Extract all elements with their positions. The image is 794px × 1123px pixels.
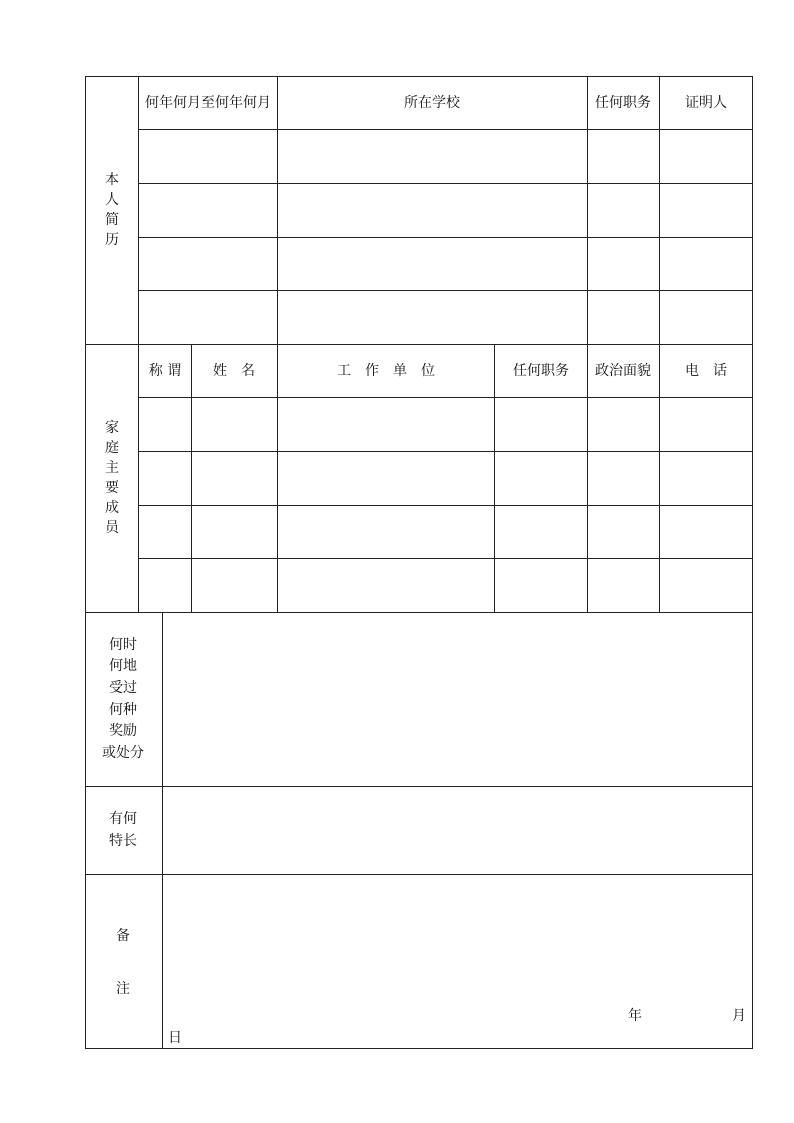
family-political-cell[interactable] <box>587 451 659 505</box>
header-school: 所在学校 <box>404 95 460 111</box>
resume-school-cell[interactable] <box>277 237 587 290</box>
family-name-cell[interactable] <box>191 558 277 612</box>
skills-label-line: 特长 <box>109 833 137 849</box>
awards-label-line: 何地 <box>109 658 137 674</box>
section-label-char: 庭 <box>105 440 119 456</box>
family-relation-cell[interactable] <box>138 558 191 612</box>
family-phone-cell[interactable] <box>659 451 752 505</box>
resume-school-cell[interactable] <box>277 183 587 237</box>
resume-period-cell[interactable] <box>138 129 277 183</box>
family-row <box>138 397 752 451</box>
header-political-status: 政治面貌 <box>595 363 651 379</box>
table-border-left <box>85 76 86 1049</box>
section-label-char: 主 <box>105 460 119 476</box>
date-day-label: 日 <box>168 1030 182 1046</box>
resume-witness-cell[interactable] <box>659 237 752 290</box>
family-row <box>138 451 752 505</box>
resume-witness-cell[interactable] <box>659 183 752 237</box>
section-label-char: 家 <box>105 420 119 436</box>
header-relation: 称 谓 <box>148 363 182 379</box>
remarks-label-char: 注 <box>116 981 130 997</box>
skills-field[interactable] <box>163 787 752 874</box>
section-label-char: 成 <box>105 500 119 516</box>
section-label-char: 简 <box>105 212 119 228</box>
skills-label-line: 有何 <box>109 811 137 827</box>
family-relation-cell[interactable] <box>138 505 191 558</box>
resume-position-cell[interactable] <box>587 290 659 344</box>
header-employer: 工 作 单 位 <box>337 363 435 379</box>
header-position: 任何职务 <box>595 95 651 111</box>
resume-row <box>138 237 752 290</box>
awards-label-line: 奖励 <box>109 723 137 739</box>
family-phone-cell[interactable] <box>659 397 752 451</box>
family-row <box>138 558 752 612</box>
header-phone: 电 话 <box>685 363 727 379</box>
remarks-label-char: 备 <box>116 928 130 944</box>
family-name-cell[interactable] <box>191 397 277 451</box>
family-name-cell[interactable] <box>191 451 277 505</box>
resume-row <box>138 290 752 344</box>
header-position: 任何职务 <box>513 363 569 379</box>
awards-label-line: 何种 <box>109 702 137 718</box>
family-political-cell[interactable] <box>587 397 659 451</box>
resume-row <box>138 129 752 183</box>
family-position-cell[interactable] <box>494 397 587 451</box>
family-position-cell[interactable] <box>494 451 587 505</box>
header-name: 姓 名 <box>213 363 255 379</box>
resume-period-cell[interactable] <box>138 237 277 290</box>
family-relation-cell[interactable] <box>138 451 191 505</box>
section-label-char: 历 <box>105 232 119 248</box>
family-name-cell[interactable] <box>191 505 277 558</box>
family-employer-cell[interactable] <box>277 397 494 451</box>
family-employer-cell[interactable] <box>277 505 494 558</box>
date-year-label: 年 <box>628 1008 642 1024</box>
section-label-char: 员 <box>105 520 119 536</box>
family-phone-cell[interactable] <box>659 505 752 558</box>
remarks-field[interactable] <box>163 875 752 1005</box>
section-divider <box>85 344 753 345</box>
resume-period-cell[interactable] <box>138 183 277 237</box>
resume-position-cell[interactable] <box>587 183 659 237</box>
resume-row <box>138 183 752 237</box>
section-label-char: 人 <box>105 192 119 208</box>
table-border-right <box>752 76 753 1049</box>
table-border-bottom <box>85 1048 753 1049</box>
table-border-top <box>85 76 753 77</box>
date-month-label: 月 <box>732 1008 746 1024</box>
family-political-cell[interactable] <box>587 505 659 558</box>
awards-label-line: 或处分 <box>102 745 144 761</box>
resume-witness-cell[interactable] <box>659 129 752 183</box>
resume-school-cell[interactable] <box>277 129 587 183</box>
family-employer-cell[interactable] <box>277 558 494 612</box>
section-label-char: 本 <box>105 172 119 188</box>
section-label-char: 要 <box>105 480 119 496</box>
header-witness: 证明人 <box>685 95 727 111</box>
family-phone-cell[interactable] <box>659 558 752 612</box>
header-period: 何年何月至何年何月 <box>145 95 271 111</box>
resume-school-cell[interactable] <box>277 290 587 344</box>
family-row <box>138 505 752 558</box>
resume-witness-cell[interactable] <box>659 290 752 344</box>
family-employer-cell[interactable] <box>277 451 494 505</box>
awards-label-line: 受过 <box>109 680 137 696</box>
family-position-cell[interactable] <box>494 558 587 612</box>
resume-position-cell[interactable] <box>587 237 659 290</box>
resume-position-cell[interactable] <box>587 129 659 183</box>
awards-label-line: 何时 <box>109 637 137 653</box>
family-political-cell[interactable] <box>587 558 659 612</box>
resume-period-cell[interactable] <box>138 290 277 344</box>
awards-field[interactable] <box>163 613 752 786</box>
family-relation-cell[interactable] <box>138 397 191 451</box>
family-position-cell[interactable] <box>494 505 587 558</box>
